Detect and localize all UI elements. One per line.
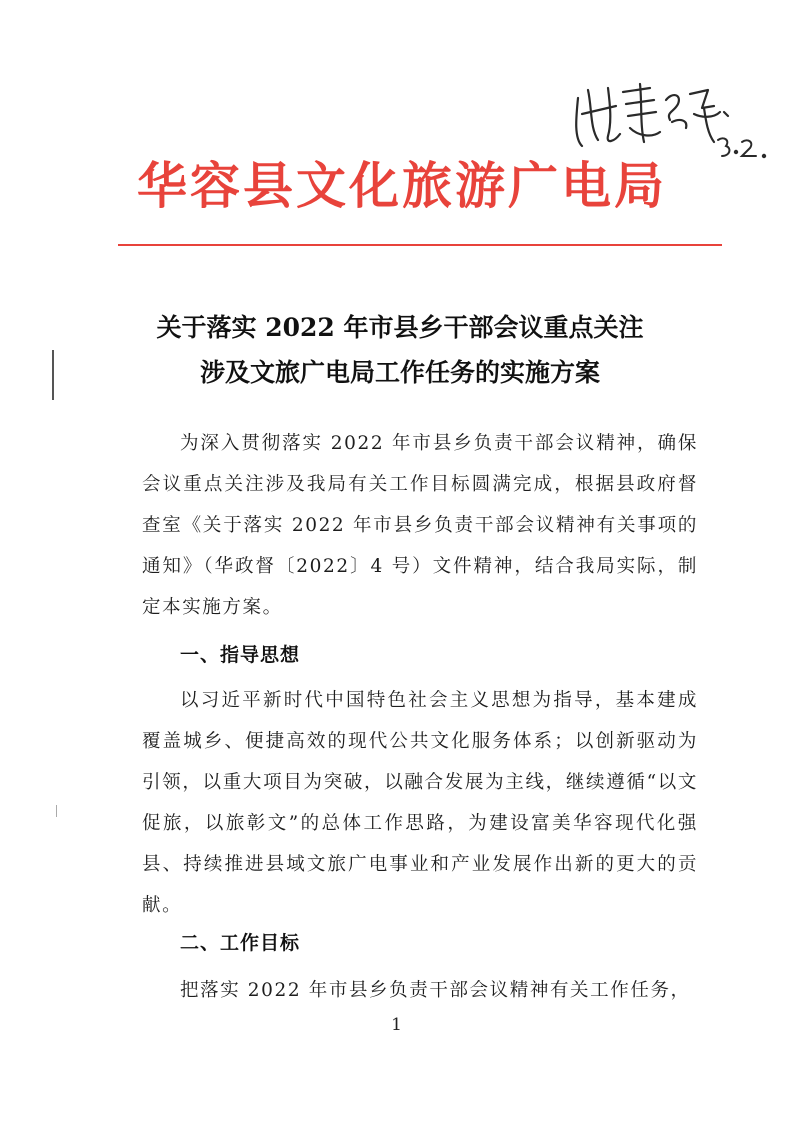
scan-artifact-mark <box>56 805 57 817</box>
organization-header: 华容县文化旅游广电局 <box>137 157 667 215</box>
title-line-2: 涉及文旅广电局工作任务的实施方案 <box>199 358 600 387</box>
section-heading-guiding-thought: 一、指导思想 <box>180 644 301 666</box>
title-line-1: 关于落实 2022 年市县乡干部会议重点关注 <box>156 313 644 342</box>
page-number: 1 <box>391 1015 402 1035</box>
scan-artifact-mark <box>52 350 54 400</box>
section2-paragraph: 把落实 2022 年市县乡负责干部会议精神有关工作任务， <box>180 980 691 1001</box>
intro-paragraph: 为深入贯彻落实 2022 年市县乡负责干部会议精神，确保会议重点关注涉及我局有关工作目标圆满完成，根据县政府督查室《关于落实 2022 年市县乡负责干部会议精神有关事项的通知》（华政督〔2022〕4 号）文件精神，结合我局实际，制定本实施方案。 <box>142 433 698 618</box>
header-red-rule <box>118 244 722 246</box>
section1-paragraph: 以习近平新时代中国特色社会主义思想为指导，基本建成覆盖城乡、便捷高效的现代公共文化服务体系；以创新驱动为引领，以重大项目为突破，以融合发展为主线，继续遵循“以文促旅，以旅彰文”的总体工作思路，为建设富美华容现代化强县、持续推进县域文旅广电事业和产业发展作出新的更大的贡献。 <box>142 690 698 916</box>
document-title <box>80 305 720 395</box>
section-heading-work-goals: 二、工作目标 <box>180 932 301 954</box>
